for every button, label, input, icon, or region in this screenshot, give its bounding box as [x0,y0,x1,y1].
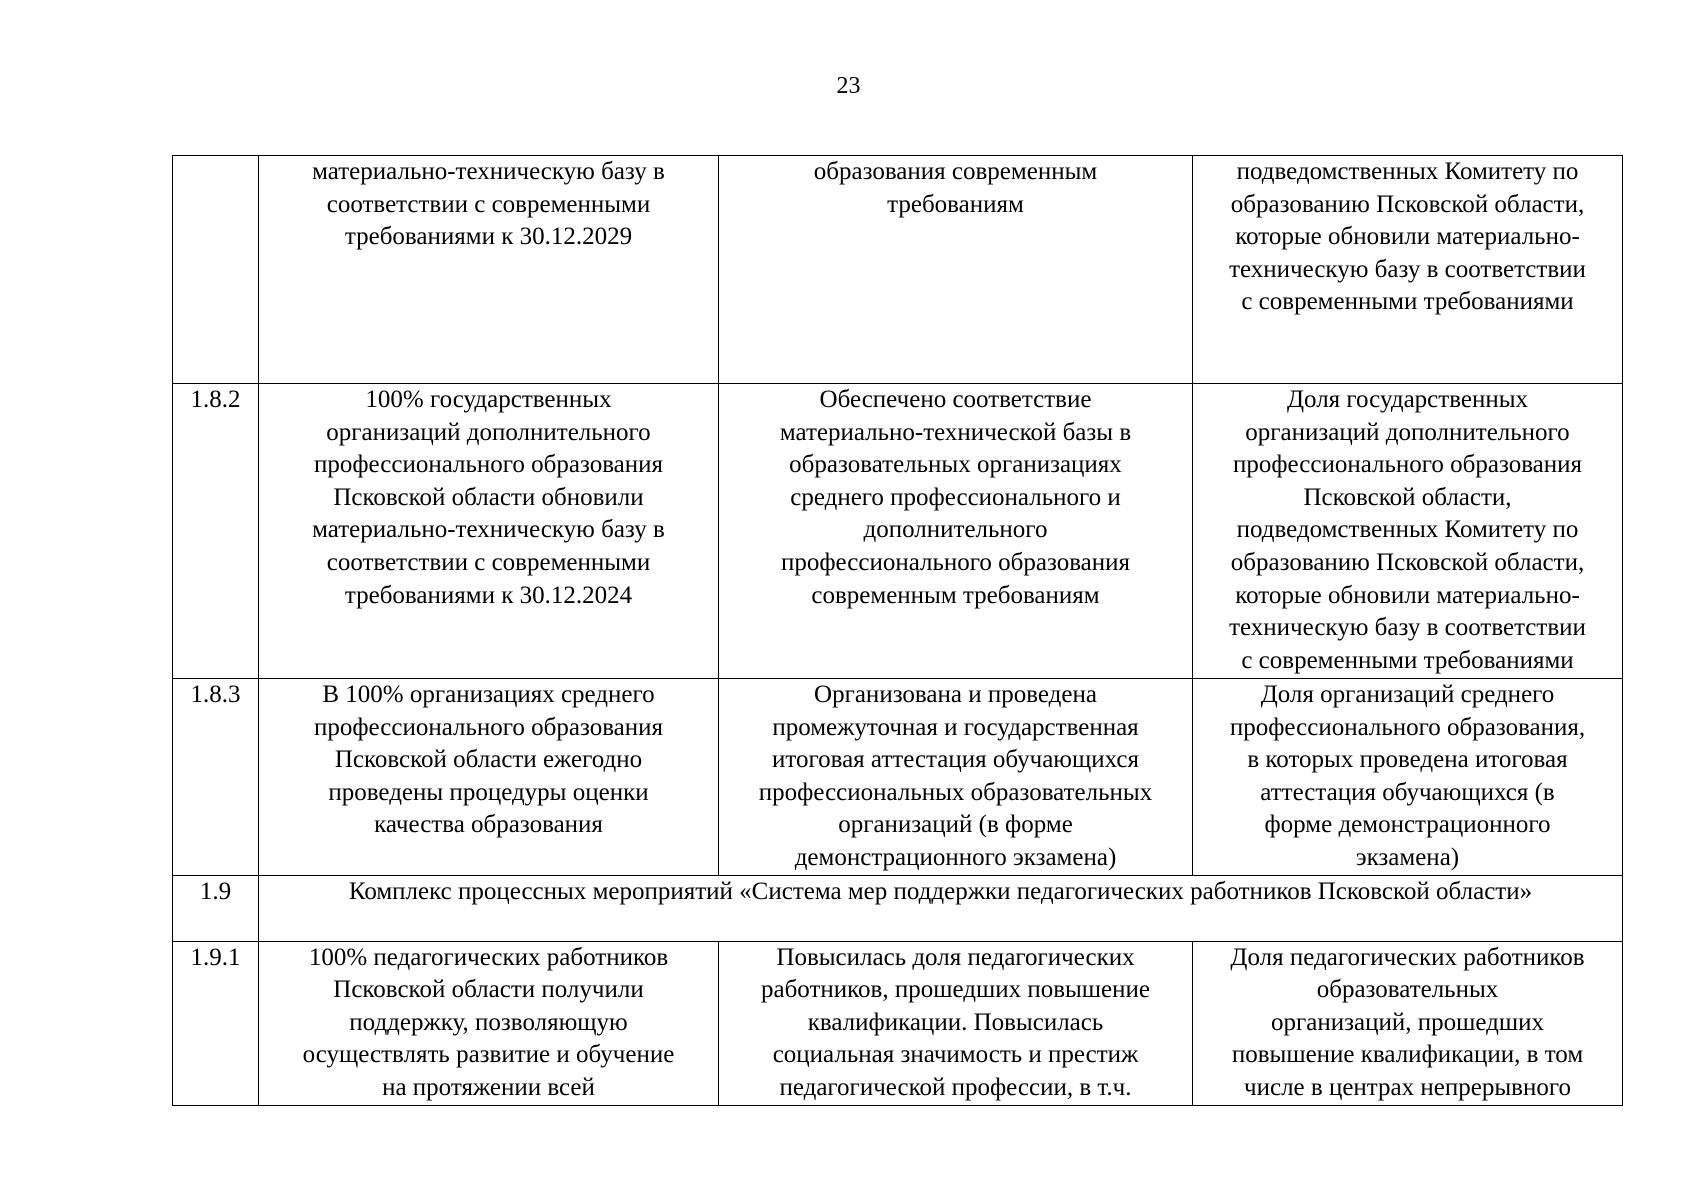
indicator-cell: Доля педагогических работников образовательных организаций, прошедших повышение квалификации, в том числе в центрах непрерывного [1193,941,1623,1105]
section-number-cell: 1.9 [173,875,259,941]
result-cell: материально-техническую базу в соответствии с современными требованиями к 30.12.2029 [259,156,719,384]
row-number-cell [173,156,259,384]
row-number-cell: 1.8.3 [173,679,259,876]
table-row [173,156,1623,384]
indicator-cell: Доля государственных организаций дополнительного профессионального образования Псковской области, подведомственных Комитету по образованию Псковской области, которые обновили материально- техническую базу в соответствии с современными требованиями [1193,384,1623,679]
result-cell: 100% педагогических работников Псковской области получили поддержку, позволяющую осуществлять развитие и обучение на протяжении всей [259,941,719,1105]
measures-table [172,155,1623,1106]
section-title-cell: Комплекс процессных мероприятий «Система мер поддержки педагогических работников Псковской области» [259,875,1623,941]
effect-cell: образования современным требованиям [719,156,1193,384]
effect-cell: Обеспечено соответствие материально-технической базы в образовательных организациях среднего профессионального и дополнительного профессионального образования современным требованиям [719,384,1193,679]
table-row [173,384,1623,679]
result-cell: 100% государственных организаций дополнительного профессионального образования Псковской области обновили материально-техническую базу в соответствии с современными требованиями к 30.12.2024 [259,384,719,679]
table-row [173,941,1623,1105]
row-number-cell: 1.8.2 [173,384,259,679]
indicator-cell: Доля организаций среднего профессионального образования, в которых проведена итоговая аттестация обучающихся (в форме демонстрационного экзамена) [1193,679,1623,876]
indicator-cell: подведомственных Комитету по образованию Псковской области, которые обновили материально- техническую базу в соответствии с современными требованиями [1193,156,1623,384]
row-number-cell: 1.9.1 [173,941,259,1105]
section-row [173,875,1623,941]
table-row [173,679,1623,876]
effect-cell: Организована и проведена промежуточная и государственная итоговая аттестация обучающихся профессиональных образовательных организаций (в форме демонстрационного экзамена) [719,679,1193,876]
result-cell: В 100% организациях среднего профессионального образования Псковской области ежегодно проведены процедуры оценки качества образования [259,679,719,876]
page-number: 23 [836,73,861,99]
effect-cell: Повысилась доля педагогических работников, прошедших повышение квалификации. Повысилась социальная значимость и престиж педагогической профессии, в т.ч. [719,941,1193,1105]
